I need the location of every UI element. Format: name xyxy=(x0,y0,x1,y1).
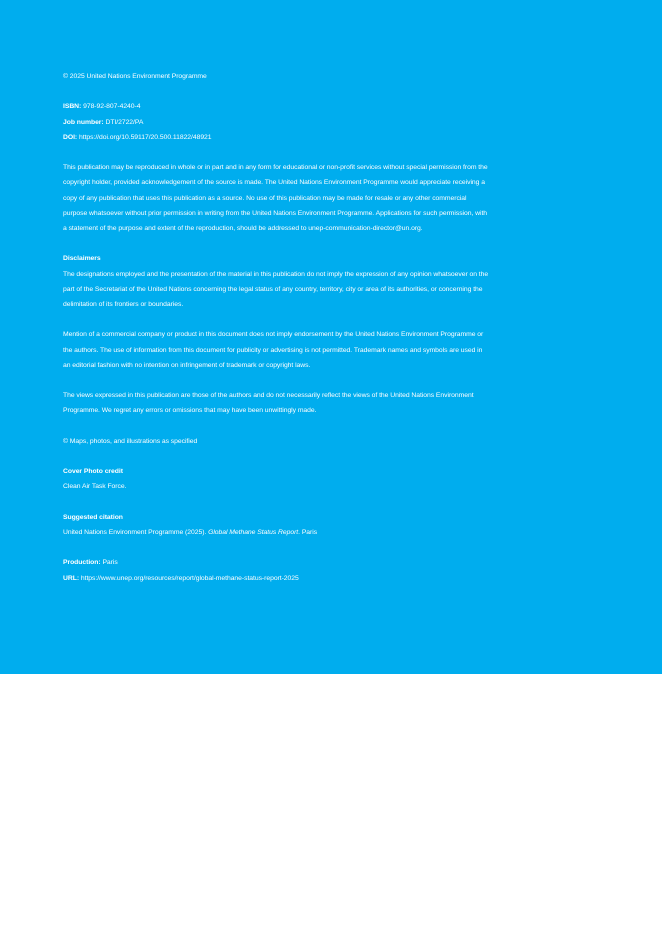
isbn-label: ISBN: xyxy=(63,103,82,111)
citation-title: Global Methane Status Report xyxy=(208,528,299,536)
isbn-value: 978-92-807-4240-4 xyxy=(83,103,141,111)
maps-credit-line: © Maps, photos, and illustrations as specified xyxy=(63,437,198,445)
job-number-label: Job number: xyxy=(63,118,104,126)
production-label: Production: xyxy=(63,559,101,567)
disclaimer-paragraph: The views expressed in this publication are those of the authors and do not necessarily reflect the views of the United Nations Environment Programme. We regret any errors or omissions that may have been unwittingly made. xyxy=(63,392,474,415)
disclaimers-heading: Disclaimers xyxy=(63,255,101,263)
job-number-value: DTI/2722/PA xyxy=(105,118,144,126)
doi-label: DOI: xyxy=(63,133,78,141)
imprint-content xyxy=(63,69,491,586)
production-line xyxy=(63,555,491,570)
citation-suffix: . Paris xyxy=(298,528,318,536)
cover-photo-value: Clean Air Task Force. xyxy=(63,483,127,491)
job-number-line xyxy=(63,115,491,130)
isbn-line xyxy=(63,99,491,114)
doi-link[interactable]: https://doi.org/10.59117/20.500.11822/48921 xyxy=(79,133,212,141)
url-link[interactable]: https://www.unep.org/resources/report/global-methane-status-report-2025 xyxy=(80,574,299,582)
reproduction-notice: This publication may be reproduced in whole or in part and in any form for educational or non-profit services without special permission from the copyright holder, provided acknowledgement of the source is made. The United Nations Environment Programme would appreciate receiving a copy of any publication that uses this publication as a source. No use of this publication may be made for resale or any other commercial purpose whatsoever without prior permission in writing from the United Nations Environment Programme. Applications for such permission, with a statement of the purpose and extent of the reproduction, should be addressed to unep-communication-director@un.org. xyxy=(63,164,488,232)
citation-heading: Suggested citation xyxy=(63,513,123,521)
copyright-line: © 2025 United Nations Environment Programme xyxy=(63,73,207,80)
citation-line xyxy=(63,525,491,540)
doi-line xyxy=(63,130,491,145)
production-value: Paris xyxy=(102,559,118,567)
url-label: URL: xyxy=(63,574,80,582)
url-line xyxy=(63,571,491,586)
cover-photo-heading: Cover Photo credit xyxy=(63,468,123,476)
disclaimer-paragraph: Mention of a commercial company or product in this document does not imply endorsement by the United Nations Environment Programme or the authors. The use of information from this document for publicity or advertising is not permitted. Trademark names and symbols are used in an editorial fashion with no intention on infringement of trademark or copyright laws. xyxy=(63,331,484,369)
citation-prefix: United Nations Environment Programme (2025). xyxy=(63,528,207,536)
disclaimer-paragraph: The designations employed and the presentation of the material in this publication do not imply the expression of any opinion whatsoever on the part of the Secretariat of the United Nations concerning the legal status of any country, territory, city or area of its authorities, or concerning the delimitation of its frontiers or boundaries. xyxy=(63,270,489,308)
